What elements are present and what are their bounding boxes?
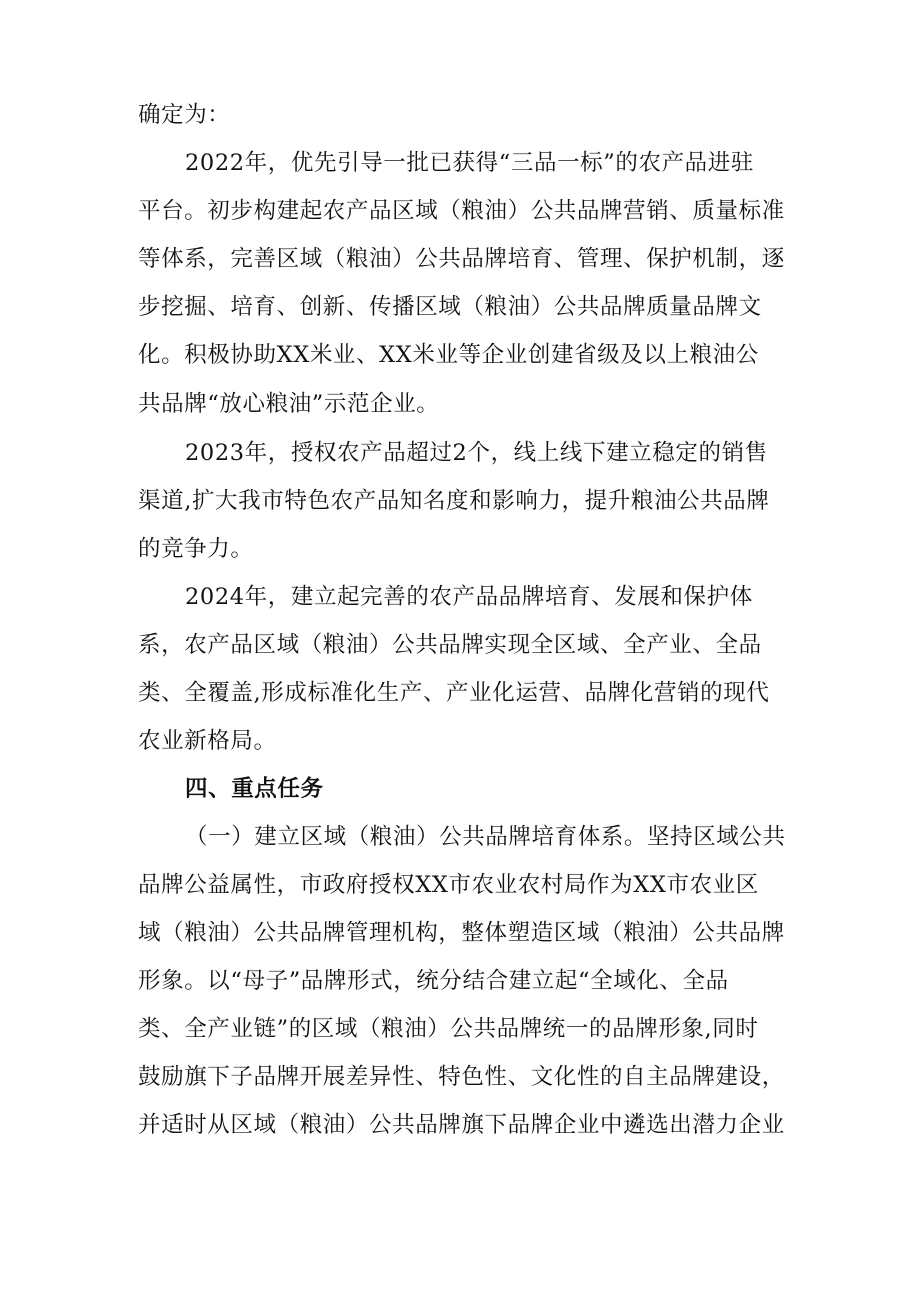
text-line: 平台。初步构建起农产品区域（粮油）公共品牌营销、质量标准 <box>138 198 785 224</box>
text-line: 并适时从区域（粮油）公共品牌旗下品牌企业中遴选出潜力企业 <box>138 1112 785 1138</box>
text-line: 品牌公益属性，市政府授权XX市农业农村局作为XX市农业区 <box>138 872 759 898</box>
section-heading: 四、重点任务 <box>185 776 324 802</box>
text-line: 等体系，完善区域（粮油）公共品牌培育、管理、保护机制，逐 <box>138 246 785 272</box>
text-line: 2023年，授权农产品超过2个，线上线下建立稳定的销售 <box>185 440 768 466</box>
text-line: 共品牌“放心粮油”示范企业。 <box>138 391 440 417</box>
text-line: （一）建立区域（粮油）公共品牌培育体系。坚持区域公共 <box>185 824 786 850</box>
text-line: 农业新格局。 <box>138 728 277 754</box>
text-line: 域（粮油）公共品牌管理机构，整体塑造区域（粮油）公共品牌 <box>138 920 785 946</box>
text-line: 形象。以“母子”品牌形式，统分结合建立起“全域化、全品 <box>138 968 729 994</box>
text-line: 化。积极协助XX米业、XX米业等企业创建省级及以上粮油公 <box>138 342 759 368</box>
text-line: 的竞争力。 <box>138 536 254 562</box>
text-line: 渠道,扩大我市特色农产品知名度和影响力，提升粮油公共品牌 <box>138 488 770 514</box>
text-line: 确定为： <box>138 102 231 128</box>
text-line: 系，农产品区域（粮油）公共品牌实现全区域、全产业、全品 <box>138 632 762 658</box>
text-line: 类、全覆盖,形成标准化生产、产业化运营、品牌化营销的现代 <box>138 680 770 706</box>
text-line: 2024年，建立起完善的农产品品牌培育、发展和保护体 <box>185 584 753 610</box>
text-line: 步挖掘、培育、创新、传播区域（粮油）公共品牌质量品牌文 <box>138 294 762 320</box>
text-line: 2022年，优先引导一批已获得“三品一标”的农产品进驻 <box>185 150 754 176</box>
text-line: 类、全产业链”的区域（粮油）公共品牌统一的品牌形象,同时 <box>138 1016 759 1042</box>
text-line: 鼓励旗下子品牌开展差异性、特色性、文化性的自主品牌建设， <box>138 1064 785 1090</box>
